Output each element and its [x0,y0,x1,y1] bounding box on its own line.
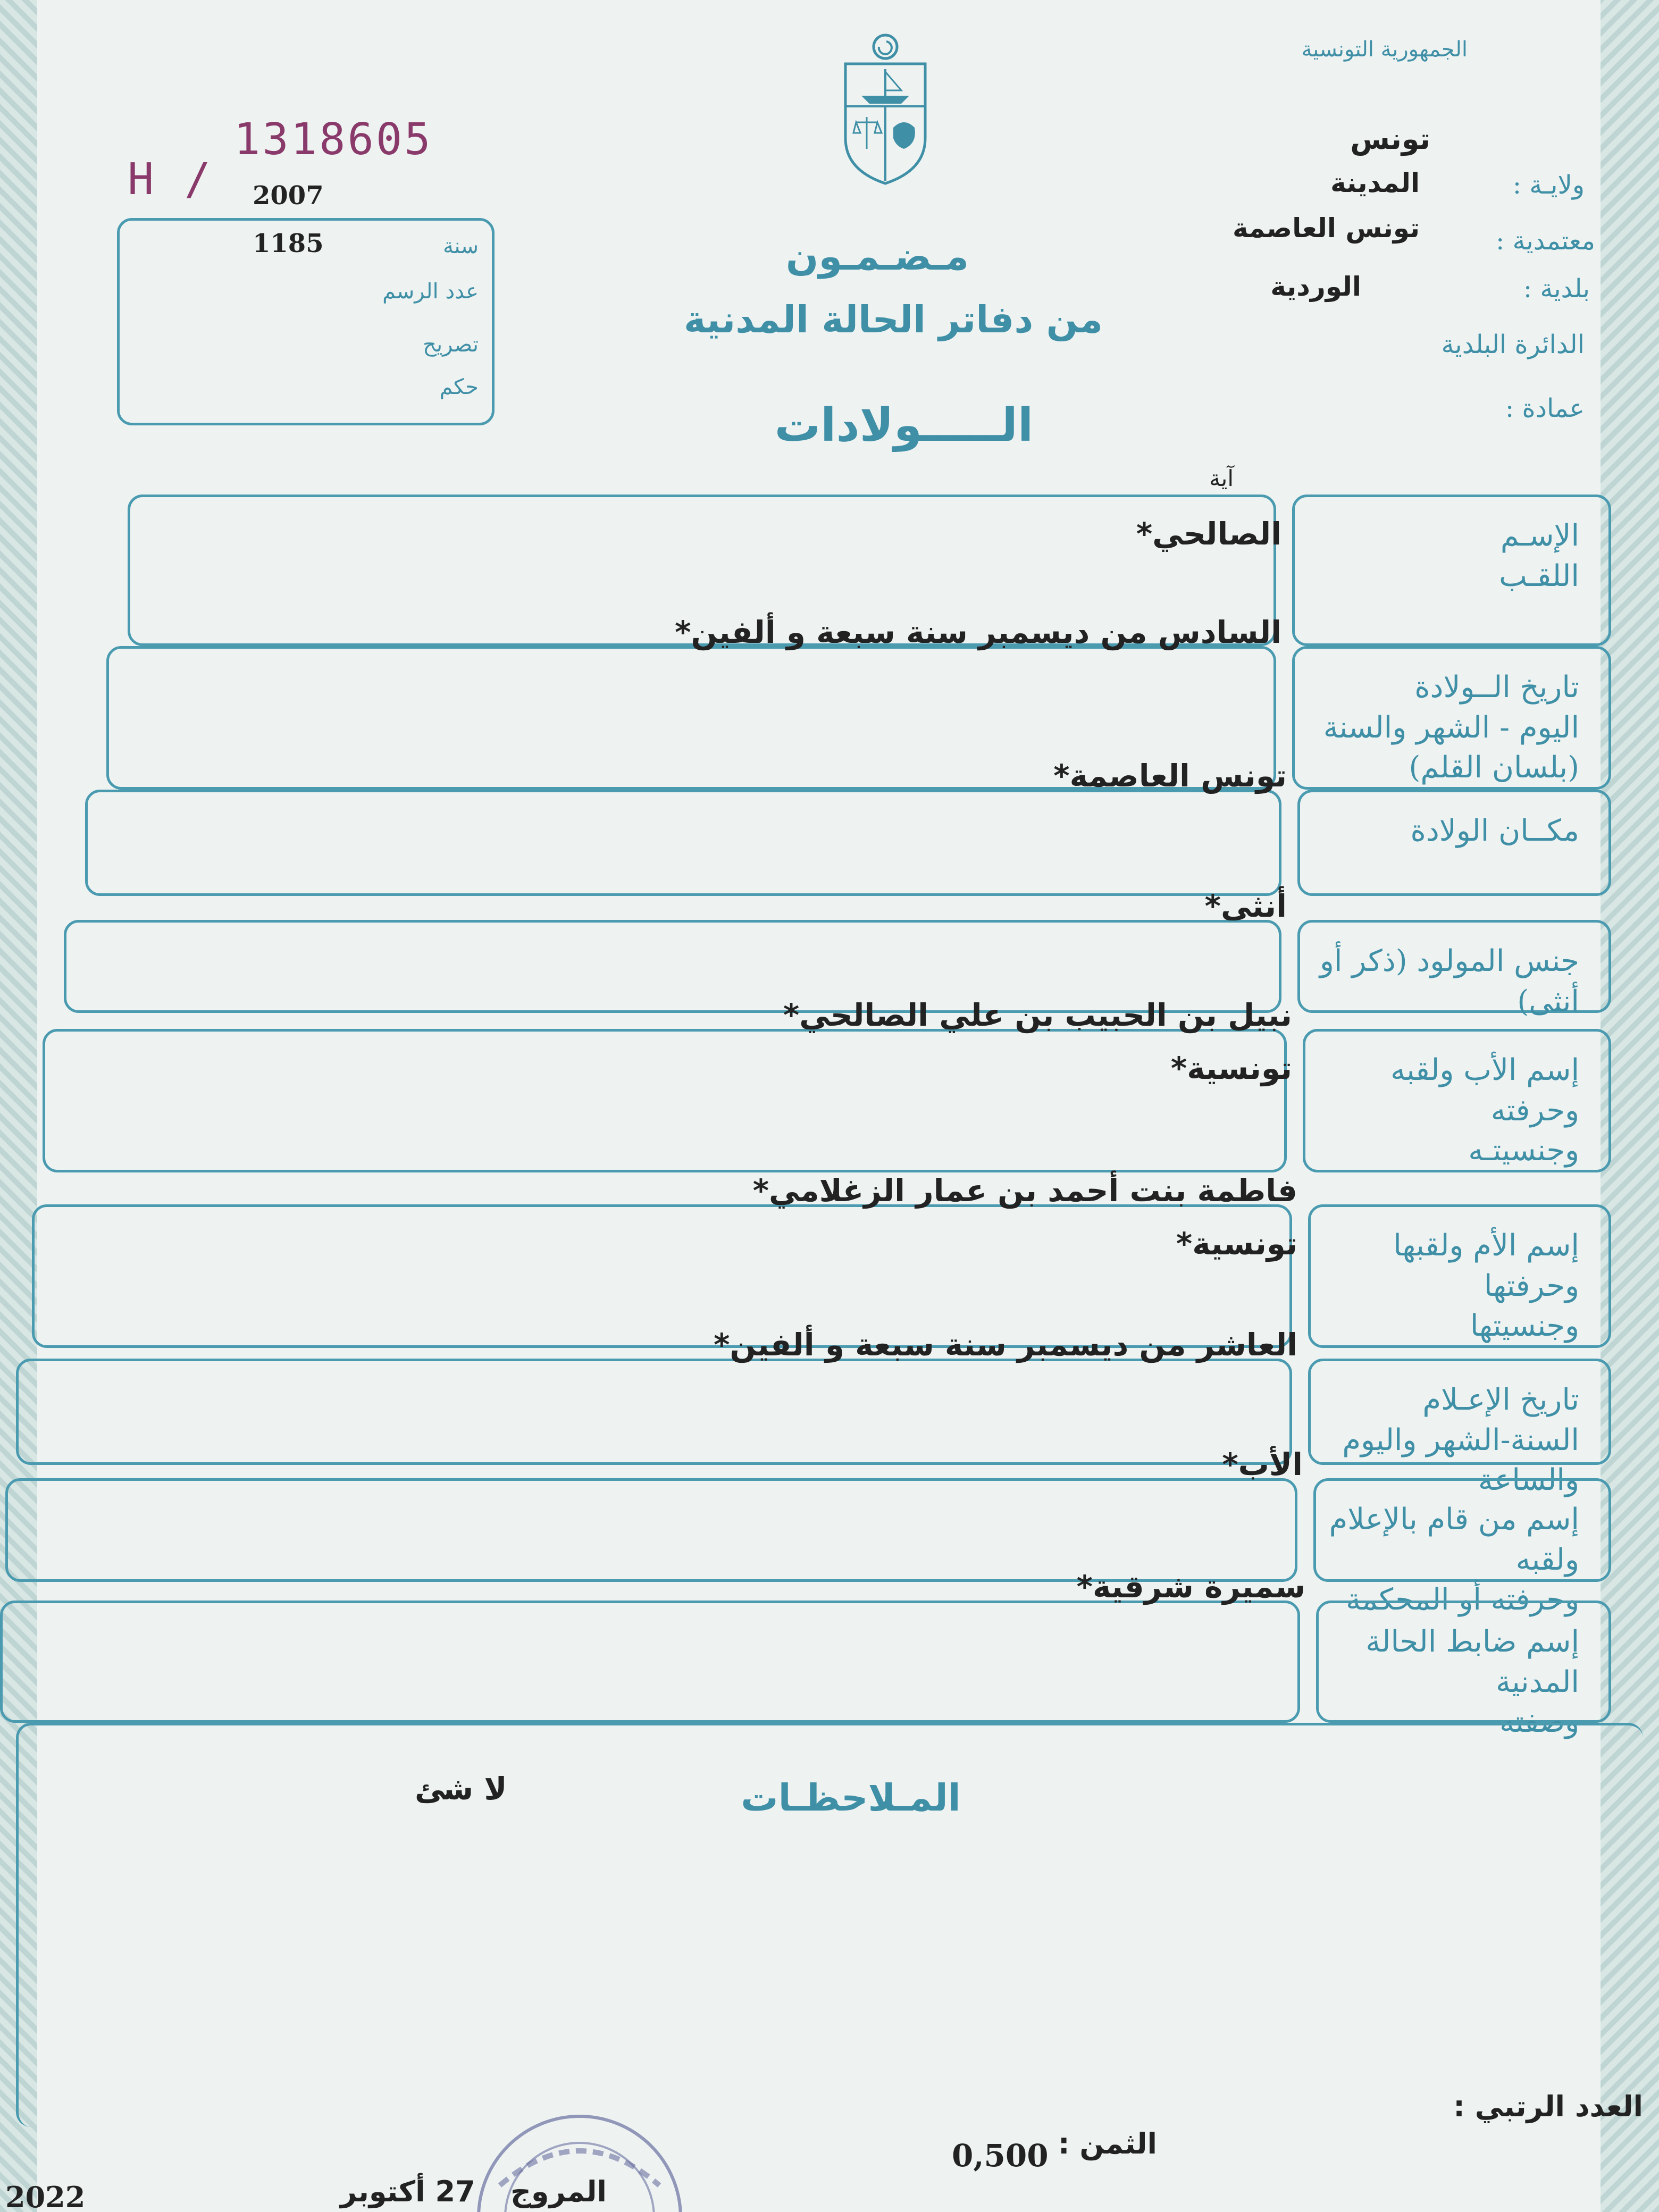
footer-year-value: 2022 [5,2180,86,2212]
registry-year-value: 2007 [253,181,324,211]
row-label [1308,941,1579,1021]
row-label-line: اللقـب [1499,558,1579,593]
municipality-value: الوردية [1270,271,1361,302]
row-label-line: إسم الأم ولقبها وحرفتها [1393,1228,1579,1303]
row-label-line: السنة-الشهر واليوم والساعة [1342,1422,1579,1498]
footer-price-value: 0,500 [952,2138,1049,2174]
official-stamp-icon [468,2106,691,2212]
row-label-line: وصفته [1499,1705,1579,1740]
row-label-line: إسم من قام بالإعلام ولقبه [1329,1502,1579,1577]
row-label-line: مكــان الولادة [1410,814,1579,848]
row-value-box [43,1029,1287,1172]
row-value: الأب* [1222,1446,1303,1482]
row-value-box [85,790,1281,896]
row-value: الصالحي* [1136,516,1281,552]
verse-label: آية [1209,465,1234,491]
row-value-box [0,1601,1300,1723]
registry-number-label: عدد الرسم [382,279,479,304]
registry-prefix: H / [128,154,213,205]
row-label [1303,516,1579,596]
row-label-line: وجنسيتـه [1468,1133,1579,1168]
row-value: السادس من ديسمبر سنة سبعة و ألفين* [675,614,1281,650]
row-label-line: تاريخ الإعـلام [1422,1382,1579,1417]
title-births: الـــــولادات [774,399,1034,452]
declaration-label: تصريح [423,332,479,357]
row-value-nationality: تونسية* [1176,1226,1297,1262]
row-label-line: إسم ضابط الحالة المدنية [1365,1624,1579,1699]
title-registers: من دفاتر الحالة المدنية [683,298,1103,341]
row-label [1319,1226,1579,1346]
row-label [1308,811,1579,851]
row-value: تونس العاصمة* [1053,758,1287,794]
wilaya-value: المدينة [1330,167,1420,198]
row-value-box [16,1359,1292,1465]
row-label-line: اليوم - الشهر والسنة [1323,710,1579,745]
registry-year-label: سنة [442,234,479,258]
row-label [1303,667,1579,788]
municipality-label: بلدية : [1523,274,1590,304]
row-value: أنثى* [1204,888,1287,924]
title-extract: مـضـمـون [785,234,969,279]
row-value-nationality: تونسية* [1170,1050,1292,1086]
delegation-label: معتمدية : [1496,226,1595,256]
row-label-line: وحرفته أو المحكمة [1346,1582,1579,1618]
remarks-label: المـلاحظـات [741,1776,961,1820]
row-label-line: إسم الأب ولقبه وحرفته [1390,1053,1579,1128]
row-value: العاشر من ديسمبر سنة سبعة و ألفين* [714,1327,1297,1363]
row-value: نبيل بن الحبيب بن علي الصالحي* [783,997,1292,1033]
row-label-line: الإسـم [1500,518,1579,553]
row-label-line: (بلسان القلم) [1409,750,1579,785]
footer-date-value: 27 أكتوبر [340,2175,475,2208]
row-value: فاطمة بنت أحمد بن عمار الزغلامي* [752,1172,1297,1209]
serial-number: 1318605 [234,114,433,165]
municipal-district-label: الدائرة البلدية [1441,330,1585,359]
row-label-line: تاريخ الــولادة [1414,670,1579,705]
republic-label: الجمهورية التونسية [1301,37,1468,62]
remarks-value: لا شئ [415,1771,507,1807]
wilaya-label: ولايـة : [1512,170,1585,200]
row-label [1313,1050,1579,1171]
footer-price-label: الثمن : [1058,2127,1158,2160]
row-value: سميرة شرقية* [1076,1569,1305,1605]
footer-serial-label: العدد الرتبي : [1453,2090,1643,2123]
judgment-label: حكم [439,375,479,399]
registry-number-value: 1185 [253,229,324,258]
row-value-box [5,1478,1297,1582]
footer-place-label: المروج [510,2175,607,2208]
country-value: تونس [1350,122,1430,156]
row-label-line: جنس المولود (ذكر أو أنثى) [1319,944,1579,1019]
row-label-line: وجنسيتها [1470,1309,1579,1344]
delegation-value: تونس العاصمة [1232,213,1420,244]
coat-of-arms-icon [835,32,936,186]
omda-label: عمادة : [1505,393,1585,423]
